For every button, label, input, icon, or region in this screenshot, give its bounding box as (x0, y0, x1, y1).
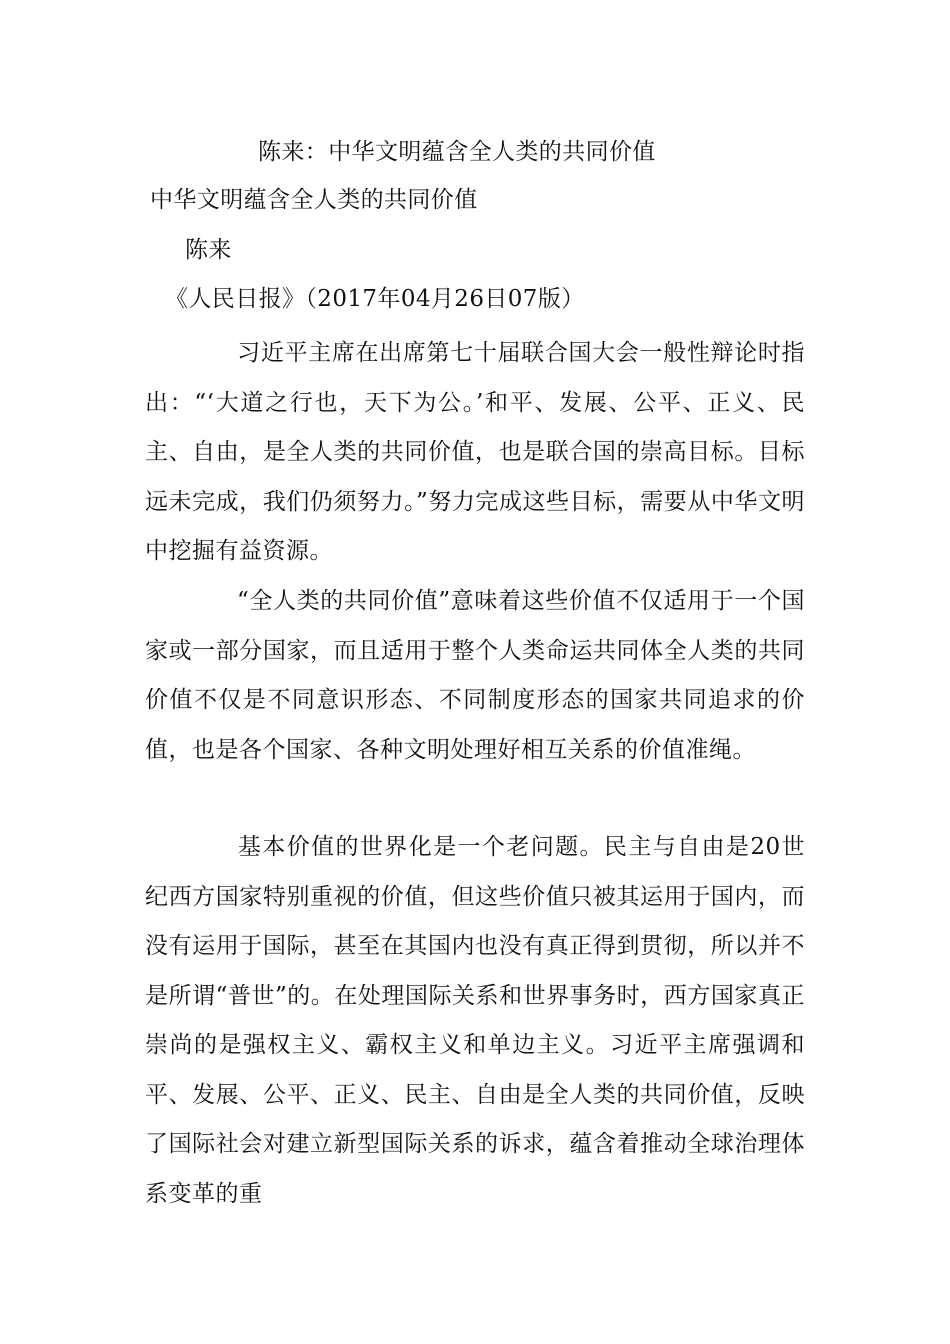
paragraph-3 (145, 823, 805, 1219)
paragraph-3-text: 基本价值的世界化是一个老问题。民主与自由是20世纪西方国家特别重视的价值，但这些价值只被其运用于国内，而没有运用于国际，甚至在其国内也没有真正得到贯彻，所以并不是所谓“普世”的。在处理国际关系和世界事务时，西方国家真正崇尚的是强权主义、霸权主义和单边主义。习近平主席强调和平、发展、公平、正义、民主、自由是全人类的共同价值，反映了国际社会对建立新型国际关系的诉求，蕴含着推动全球治理体系变革的重 (145, 834, 805, 1207)
paragraph-1-text: 习近平主席在出席第七十届联合国大会一般性辩论时指出：“‘大道之行也，天下为公。’和平、发展、公平、正义、民主、自由，是全人类的共同价值，也是联合国的崇高目标。目标远未完成，我们仍须努力。”努力完成这些目标，需要从中华文明中挖掘有益资源。 (145, 340, 805, 564)
document-title: 陈来：中华文明蕴含全人类的共同价值 (258, 139, 656, 165)
source-citation: 《人民日报》（2017年04月26日07版） (165, 286, 585, 312)
paragraph-2 (145, 577, 805, 775)
paragraph-1 (145, 329, 805, 577)
paragraph-2-text: “全人类的共同价值”意味着这些价值不仅适用于一个国家或一部分国家，而且适用于整个人类命运共同体全人类的共同价值不仅是不同意识形态、不同制度形态的国家共同追求的价值，也是各个国家、各种文明处理好相互关系的价值准绳。 (145, 588, 805, 763)
document-subtitle: 中华文明蕴含全人类的共同价值 (150, 187, 478, 213)
author-name: 陈来 (185, 237, 232, 263)
